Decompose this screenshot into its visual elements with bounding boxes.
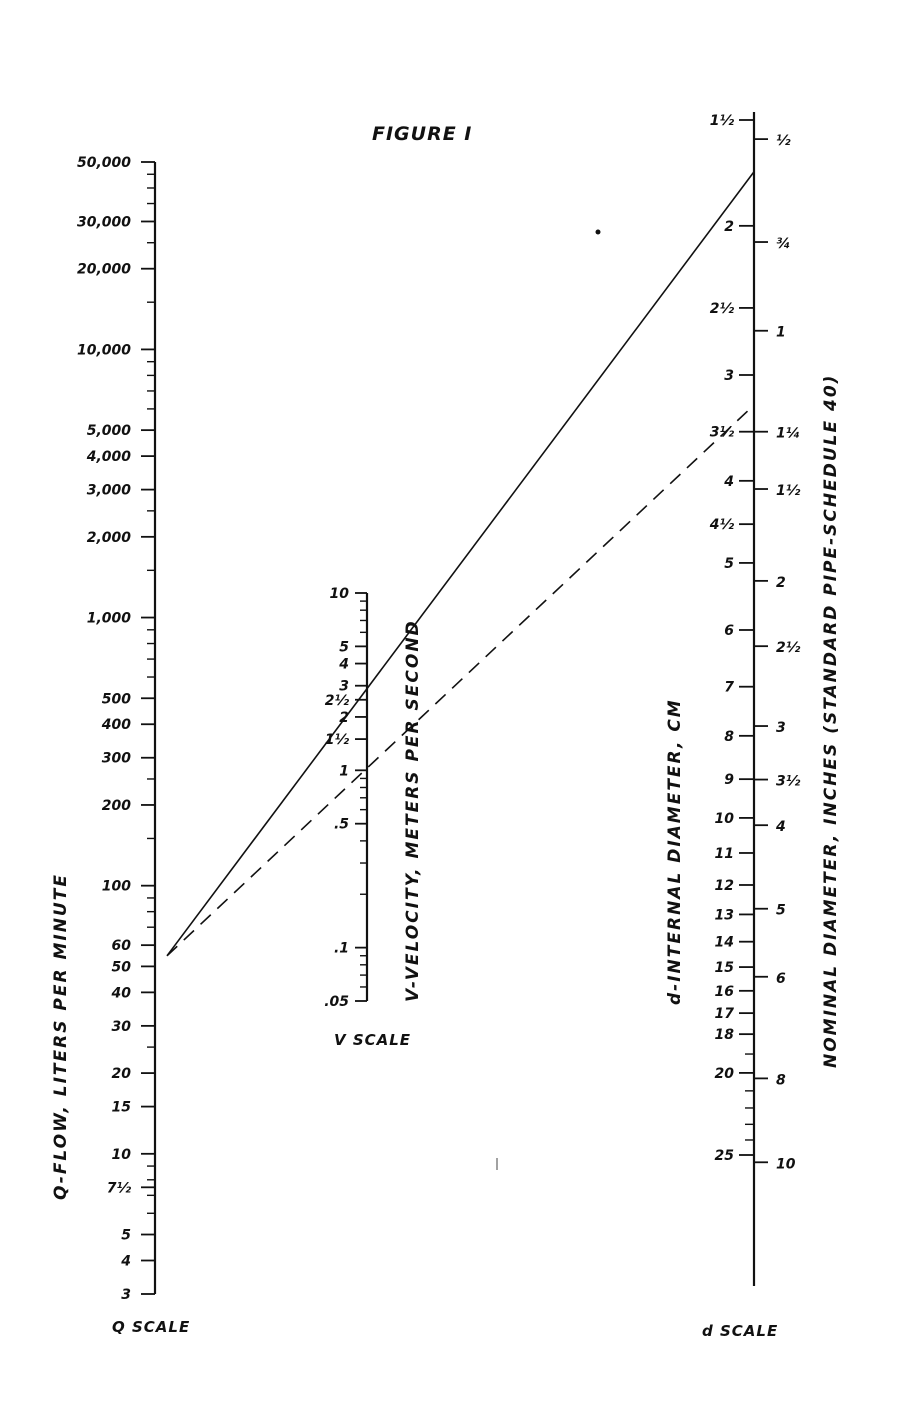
d-inch-tick-label: 6	[776, 970, 786, 987]
q-tick-label: 200	[101, 797, 131, 814]
v-tick-label: 5	[339, 639, 349, 656]
d-cm-tick-label: 2	[724, 218, 734, 235]
q-tick-label: 5	[121, 1227, 131, 1244]
q-tick-label: 30	[111, 1018, 131, 1035]
v-scale-axis	[324, 586, 367, 1010]
d-inch-tick-label: 2	[776, 574, 786, 591]
d-cm-tick-label: 20	[714, 1065, 734, 1082]
d-inch-tick-label: 1½	[776, 483, 801, 500]
q-tick-label: 20	[111, 1066, 131, 1083]
q-major-ticks	[77, 155, 155, 1303]
figure-title: FIGURE I	[372, 123, 473, 145]
d-inch-tick-label: 1¼	[776, 425, 801, 442]
d-inch-tick-label: 1	[776, 324, 786, 341]
d-cm-tick-label: 10	[714, 810, 734, 827]
q-tick-label: 10,000	[76, 342, 131, 359]
d-cm-tick-label: 6	[724, 622, 734, 639]
q-tick-label: 5,000	[86, 423, 131, 440]
q-tick-label: 30,000	[76, 214, 131, 231]
d-scale-axis	[709, 112, 801, 1286]
d-inch-tick-label: 8	[776, 1072, 786, 1089]
d-cm-tick-label: 4	[724, 473, 734, 490]
v-tick-label: .1	[333, 940, 349, 957]
d-cm-tick-label: 18	[714, 1027, 734, 1044]
d-cm-tick-label: 8	[724, 728, 734, 745]
d-cm-tick-label: 3½	[709, 424, 734, 441]
d-inch-ticks	[754, 133, 801, 1172]
v-tick-label: 3	[339, 678, 349, 695]
d-cm-tick-label: 11	[714, 845, 734, 862]
d-cm-tick-label: 9	[724, 772, 734, 789]
d-cm-tick-label: 12	[714, 877, 734, 894]
q-tick-label: 50,000	[76, 155, 131, 171]
d-inch-tick-label: 5	[776, 902, 786, 919]
q-tick-label: 4,000	[86, 449, 131, 466]
scan-speck	[596, 230, 601, 235]
d-scale-caption: d SCALE	[702, 1322, 779, 1340]
v-tick-label: 2½	[324, 692, 349, 709]
q-tick-label: 3	[121, 1287, 131, 1303]
v-scale-caption: V SCALE	[334, 1031, 412, 1049]
v-tick-label: 1½	[324, 732, 349, 749]
d-cm-tick-label: 15	[714, 960, 734, 977]
d-inch-tick-label: 2½	[776, 640, 801, 657]
q-tick-label: 400	[101, 717, 131, 734]
v-tick-label: .05	[324, 994, 349, 1010]
d-inch-tick-label: 3	[776, 720, 786, 737]
q-tick-label: 2,000	[86, 529, 131, 546]
q-tick-label: 7½	[106, 1180, 131, 1197]
d-cm-tick-label: 25	[714, 1148, 734, 1164]
d-cm-tick-label: 4½	[709, 517, 734, 534]
q-tick-label: 4	[121, 1253, 131, 1270]
q-tick-label: 40	[111, 985, 131, 1002]
q-scale-caption: Q SCALE	[112, 1318, 191, 1336]
v-tick-label: 1	[339, 763, 349, 780]
d-cm-ticks	[709, 113, 754, 1164]
d-cm-axis-label: d-INTERNAL DIAMETER, CM	[665, 698, 685, 1005]
q-tick-label: 50	[111, 959, 131, 976]
d-inch-tick-label: ½	[776, 133, 791, 150]
d-cm-tick-label: 16	[714, 983, 734, 1000]
q-tick-label: 20,000	[76, 261, 131, 278]
v-tick-label: 4	[339, 656, 349, 673]
q-tick-label: 500	[101, 691, 131, 708]
d-cm-tick-label: 14	[714, 934, 734, 951]
q-tick-label: 10	[111, 1146, 131, 1163]
d-cm-tick-label: 7	[724, 679, 734, 696]
v-tick-label: 2	[339, 709, 349, 726]
d-minor-ticks	[745, 1054, 754, 1140]
v-tick-label: 10	[329, 586, 349, 602]
d-cm-tick-label: 2½	[709, 300, 734, 317]
v-tick-label: .5	[333, 816, 349, 833]
q-tick-label: 100	[101, 878, 131, 895]
d-inch-axis-label: NOMINAL DIAMETER, INCHES (STANDARD PIPE-SCHEDULE 40)	[821, 373, 841, 1068]
q-scale-axis	[77, 155, 155, 1303]
v-axis-label: V-VELOCITY, METERS PER SECOND	[403, 619, 423, 1002]
d-cm-tick-label: 3	[724, 367, 734, 384]
q-tick-label: 300	[101, 750, 131, 767]
d-inch-tick-label: 10	[776, 1156, 796, 1173]
q-minor-ticks	[147, 174, 155, 1213]
d-inch-tick-label: ¾	[776, 236, 791, 253]
d-cm-tick-label: 1½	[709, 113, 734, 129]
d-cm-tick-label: 13	[714, 907, 734, 924]
d-inch-tick-label: 3½	[776, 773, 801, 790]
q-tick-label: 1,000	[86, 610, 131, 627]
q-axis-label: Q-FLOW, LITERS PER MINUTE	[51, 873, 71, 1200]
d-cm-tick-label: 17	[714, 1006, 734, 1023]
d-inch-tick-label: 4	[776, 819, 786, 836]
q-tick-label: 60	[111, 938, 131, 955]
d-cm-tick-label: 5	[724, 555, 734, 572]
q-tick-label: 3,000	[86, 482, 131, 499]
q-tick-label: 15	[111, 1099, 131, 1116]
